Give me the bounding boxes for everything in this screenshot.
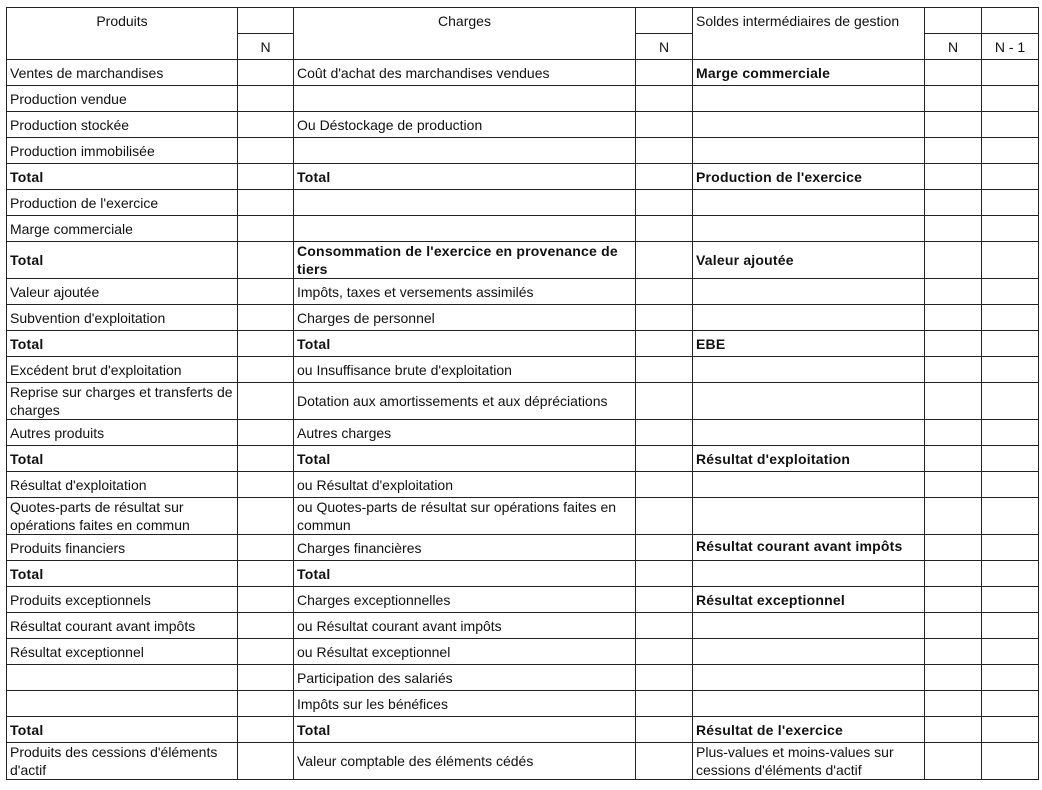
- header-charges-blank: [636, 8, 693, 34]
- solde-n1-value: [982, 86, 1039, 112]
- charge-label: Total: [294, 164, 636, 190]
- charge-label: [294, 86, 636, 112]
- produit-n-value: [238, 665, 294, 691]
- produit-n-value: [238, 279, 294, 305]
- charge-n-value: [636, 446, 693, 472]
- charge-label: Ou Déstockage de production: [294, 112, 636, 138]
- produit-label: Excédent brut d'exploitation: [7, 357, 238, 383]
- produit-n-value: [238, 60, 294, 86]
- charge-n-value: [636, 164, 693, 190]
- charge-n-value: [636, 420, 693, 446]
- table-row: [7, 743, 1039, 780]
- solde-n-value: [925, 691, 982, 717]
- charge-label: ou Insuffisance brute d'exploitation: [294, 357, 636, 383]
- produit-n-value: [238, 190, 294, 216]
- charge-label: [294, 138, 636, 164]
- table-row: [7, 420, 1039, 446]
- charge-n-value: [636, 535, 693, 561]
- produit-label: Total: [7, 164, 238, 190]
- charge-n-value: [636, 691, 693, 717]
- solde-label: [693, 639, 925, 665]
- charge-label: Valeur comptable des éléments cédés: [294, 743, 636, 780]
- produit-label: Total: [7, 717, 238, 743]
- table-row: [7, 242, 1039, 279]
- produit-label: Autres produits: [7, 420, 238, 446]
- table-row: [7, 587, 1039, 613]
- table-row: [7, 190, 1039, 216]
- subheader-blank-produits: [7, 34, 238, 60]
- table-row: [7, 665, 1039, 691]
- solde-label: Résultat d'exploitation: [693, 446, 925, 472]
- subheader-blank-charges: [294, 34, 636, 60]
- table-row: [7, 535, 1039, 561]
- solde-n-value: [925, 357, 982, 383]
- solde-label: EBE: [693, 331, 925, 357]
- solde-label: [693, 279, 925, 305]
- solde-n-value: [925, 561, 982, 587]
- produit-n-value: [238, 717, 294, 743]
- produit-label: Production immobilisée: [7, 138, 238, 164]
- solde-n1-value: [982, 587, 1039, 613]
- solde-n-value: [925, 446, 982, 472]
- solde-label: [693, 535, 925, 561]
- solde-n-value: [925, 420, 982, 446]
- table-row: [7, 60, 1039, 86]
- produit-n-value: [238, 138, 294, 164]
- charge-label: ou Quotes-parts de résultat sur opérations faites en commun: [294, 498, 636, 535]
- charge-n-value: [636, 561, 693, 587]
- table-row: [7, 498, 1039, 535]
- solde-label: Valeur ajoutée: [693, 242, 925, 279]
- produit-label: [7, 691, 238, 717]
- solde-label: [693, 190, 925, 216]
- charge-label: Impôts, taxes et versements assimilés: [294, 279, 636, 305]
- solde-n1-value: [982, 420, 1039, 446]
- charge-label: ou Résultat exceptionnel: [294, 639, 636, 665]
- solde-n-value: [925, 383, 982, 420]
- table-row: [7, 613, 1039, 639]
- subheader-n-soldes: N: [925, 34, 982, 60]
- solde-n1-value: [982, 112, 1039, 138]
- produit-n-value: [238, 216, 294, 242]
- charge-label: Charges exceptionnelles: [294, 587, 636, 613]
- charge-n-value: [636, 331, 693, 357]
- table-row: [7, 164, 1039, 190]
- table-row: [7, 691, 1039, 717]
- solde-label: [693, 86, 925, 112]
- solde-n-value: [925, 331, 982, 357]
- solde-n1-value: [982, 472, 1039, 498]
- charge-n-value: [636, 717, 693, 743]
- header-produits-blank: [238, 8, 294, 34]
- produit-n-value: [238, 86, 294, 112]
- produit-label: Subvention d'exploitation: [7, 305, 238, 331]
- solde-n-value: [925, 164, 982, 190]
- solde-n-value: [925, 587, 982, 613]
- produit-label: Marge commerciale: [7, 216, 238, 242]
- solde-label: [693, 383, 925, 420]
- produit-n-value: [238, 639, 294, 665]
- solde-label: [693, 472, 925, 498]
- solde-label: Résultat de l'exercice: [693, 717, 925, 743]
- subheader-row: [7, 34, 1039, 60]
- charge-n-value: [636, 60, 693, 86]
- produit-n-value: [238, 305, 294, 331]
- produit-label: Reprise sur charges et transferts de charges: [7, 383, 238, 420]
- solde-label: [693, 691, 925, 717]
- produit-label: Résultat courant avant impôts: [7, 613, 238, 639]
- charge-label: Impôts sur les bénéfices: [294, 691, 636, 717]
- table-row: [7, 279, 1039, 305]
- charge-label: Charges financières: [294, 535, 636, 561]
- charge-label: Participation des salariés: [294, 665, 636, 691]
- table-row: [7, 561, 1039, 587]
- solde-n-value: [925, 613, 982, 639]
- produit-n-value: [238, 331, 294, 357]
- charge-n-value: [636, 138, 693, 164]
- solde-n1-value: [982, 717, 1039, 743]
- solde-n-value: [925, 743, 982, 780]
- solde-n1-value: [982, 138, 1039, 164]
- produit-n-value: [238, 164, 294, 190]
- solde-n1-value: [982, 665, 1039, 691]
- charge-label: Coût d'achat des marchandises vendues: [294, 60, 636, 86]
- subheader-blank-soldes: [693, 34, 925, 60]
- solde-n1-value: [982, 190, 1039, 216]
- charge-n-value: [636, 639, 693, 665]
- charge-label: [294, 190, 636, 216]
- solde-n1-value: [982, 60, 1039, 86]
- charge-label: Dotation aux amortissements et aux dépréciations: [294, 383, 636, 420]
- solde-label: [693, 216, 925, 242]
- subheader-n-charges: N: [636, 34, 693, 60]
- solde-label: [693, 420, 925, 446]
- charge-label: Charges de personnel: [294, 305, 636, 331]
- produit-n-value: [238, 446, 294, 472]
- header-row: [7, 8, 1039, 34]
- charge-label: Total: [294, 717, 636, 743]
- solde-label: Résultat exceptionnel: [693, 587, 925, 613]
- solde-n1-value: [982, 446, 1039, 472]
- produit-label: [7, 665, 238, 691]
- solde-n-value: [925, 535, 982, 561]
- solde-label: Plus-values et moins-values sur cessions d'éléments d'actif: [693, 743, 925, 780]
- produit-label: Production de l'exercice: [7, 190, 238, 216]
- produit-label: Résultat d'exploitation: [7, 472, 238, 498]
- solde-label: Marge commerciale: [693, 60, 925, 86]
- produit-n-value: [238, 743, 294, 780]
- subheader-n-produits: N: [238, 34, 294, 60]
- solde-n1-value: [982, 216, 1039, 242]
- solde-n-value: [925, 216, 982, 242]
- solde-label: [693, 138, 925, 164]
- charge-n-value: [636, 665, 693, 691]
- produit-label: Production vendue: [7, 86, 238, 112]
- header-blank: [982, 8, 1039, 34]
- solde-label: [693, 305, 925, 331]
- solde-n-value: [925, 190, 982, 216]
- table-row: [7, 446, 1039, 472]
- charge-label: Consommation de l'exercice en provenance de tiers: [294, 242, 636, 279]
- sig-table: [6, 7, 1039, 780]
- charge-label: ou Résultat courant avant impôts: [294, 613, 636, 639]
- produit-label: Produits financiers: [7, 535, 238, 561]
- solde-n-value: [925, 717, 982, 743]
- charge-n-value: [636, 498, 693, 535]
- solde-n1-value: [982, 305, 1039, 331]
- charge-n-value: [636, 279, 693, 305]
- charge-n-value: [636, 86, 693, 112]
- solde-n-value: [925, 60, 982, 86]
- solde-label: [693, 613, 925, 639]
- produit-n-value: [238, 420, 294, 446]
- solde-n1-value: [982, 242, 1039, 279]
- charge-label: [294, 216, 636, 242]
- charge-n-value: [636, 216, 693, 242]
- table-row: [7, 717, 1039, 743]
- produit-label: Produits exceptionnels: [7, 587, 238, 613]
- produit-n-value: [238, 357, 294, 383]
- produit-n-value: [238, 613, 294, 639]
- produit-label: Ventes de marchandises: [7, 60, 238, 86]
- table-row: [7, 383, 1039, 420]
- charge-n-value: [636, 587, 693, 613]
- produit-n-value: [238, 472, 294, 498]
- solde-n1-value: [982, 279, 1039, 305]
- solde-label: [693, 357, 925, 383]
- charge-label: Autres charges: [294, 420, 636, 446]
- produit-n-value: [238, 561, 294, 587]
- solde-n1-value: [982, 561, 1039, 587]
- charge-label: Total: [294, 446, 636, 472]
- solde-n-value: [925, 498, 982, 535]
- solde-n1-value: [982, 164, 1039, 190]
- table-row: [7, 357, 1039, 383]
- charge-n-value: [636, 383, 693, 420]
- header-charges: Charges: [294, 8, 636, 34]
- charge-n-value: [636, 613, 693, 639]
- table-row: [7, 305, 1039, 331]
- table-row: [7, 472, 1039, 498]
- solde-n1-value: [982, 357, 1039, 383]
- produit-label: Total: [7, 331, 238, 357]
- solde-label-text: Résultat courant avant impôts: [696, 537, 903, 554]
- solde-n-value: [925, 242, 982, 279]
- charge-label: ou Résultat d'exploitation: [294, 472, 636, 498]
- solde-n1-value: [982, 743, 1039, 780]
- solde-n-value: [925, 305, 982, 331]
- produit-label: Total: [7, 561, 238, 587]
- solde-n1-value: [982, 691, 1039, 717]
- solde-n1-value: [982, 498, 1039, 535]
- produit-label: Quotes-parts de résultat sur opérations faites en commun: [7, 498, 238, 535]
- table-row: [7, 331, 1039, 357]
- charge-n-value: [636, 305, 693, 331]
- solde-n-value: [925, 86, 982, 112]
- charge-n-value: [636, 472, 693, 498]
- produit-n-value: [238, 112, 294, 138]
- solde-n-value: [925, 665, 982, 691]
- table-row: [7, 639, 1039, 665]
- produit-n-value: [238, 587, 294, 613]
- produit-n-value: [238, 691, 294, 717]
- solde-n1-value: [982, 383, 1039, 420]
- charge-n-value: [636, 743, 693, 780]
- table-row: [7, 86, 1039, 112]
- solde-n-value: [925, 472, 982, 498]
- charge-label: Total: [294, 331, 636, 357]
- produit-label: Résultat exceptionnel: [7, 639, 238, 665]
- solde-label: [693, 561, 925, 587]
- solde-label: [693, 498, 925, 535]
- table-row: [7, 138, 1039, 164]
- solde-n-value: [925, 639, 982, 665]
- charge-n-value: [636, 242, 693, 279]
- produit-label: Produits des cessions d'éléments d'actif: [7, 743, 238, 780]
- header-soldes: Soldes intermédiaires de gestion: [693, 8, 925, 34]
- solde-n1-value: [982, 613, 1039, 639]
- produit-label: Valeur ajoutée: [7, 279, 238, 305]
- solde-n1-value: [982, 639, 1039, 665]
- solde-n1-value: [982, 535, 1039, 561]
- produit-n-value: [238, 498, 294, 535]
- solde-n-value: [925, 279, 982, 305]
- subheader-n1-soldes: N - 1: [982, 34, 1039, 60]
- produit-n-value: [238, 535, 294, 561]
- produit-n-value: [238, 242, 294, 279]
- solde-n-value: [925, 112, 982, 138]
- table-row: [7, 216, 1039, 242]
- charge-n-value: [636, 190, 693, 216]
- solde-n-value: [925, 138, 982, 164]
- header-soldes-blank: [925, 8, 982, 34]
- solde-label: [693, 665, 925, 691]
- table-row: [7, 112, 1039, 138]
- produit-label: Total: [7, 446, 238, 472]
- produit-label: Production stockée: [7, 112, 238, 138]
- charge-label: Total: [294, 561, 636, 587]
- solde-n1-value: [982, 331, 1039, 357]
- produit-n-value: [238, 383, 294, 420]
- charge-n-value: [636, 112, 693, 138]
- solde-label: [693, 112, 925, 138]
- charge-n-value: [636, 357, 693, 383]
- header-produits: Produits: [7, 8, 238, 34]
- solde-label: Production de l'exercice: [693, 164, 925, 190]
- produit-label: Total: [7, 242, 238, 279]
